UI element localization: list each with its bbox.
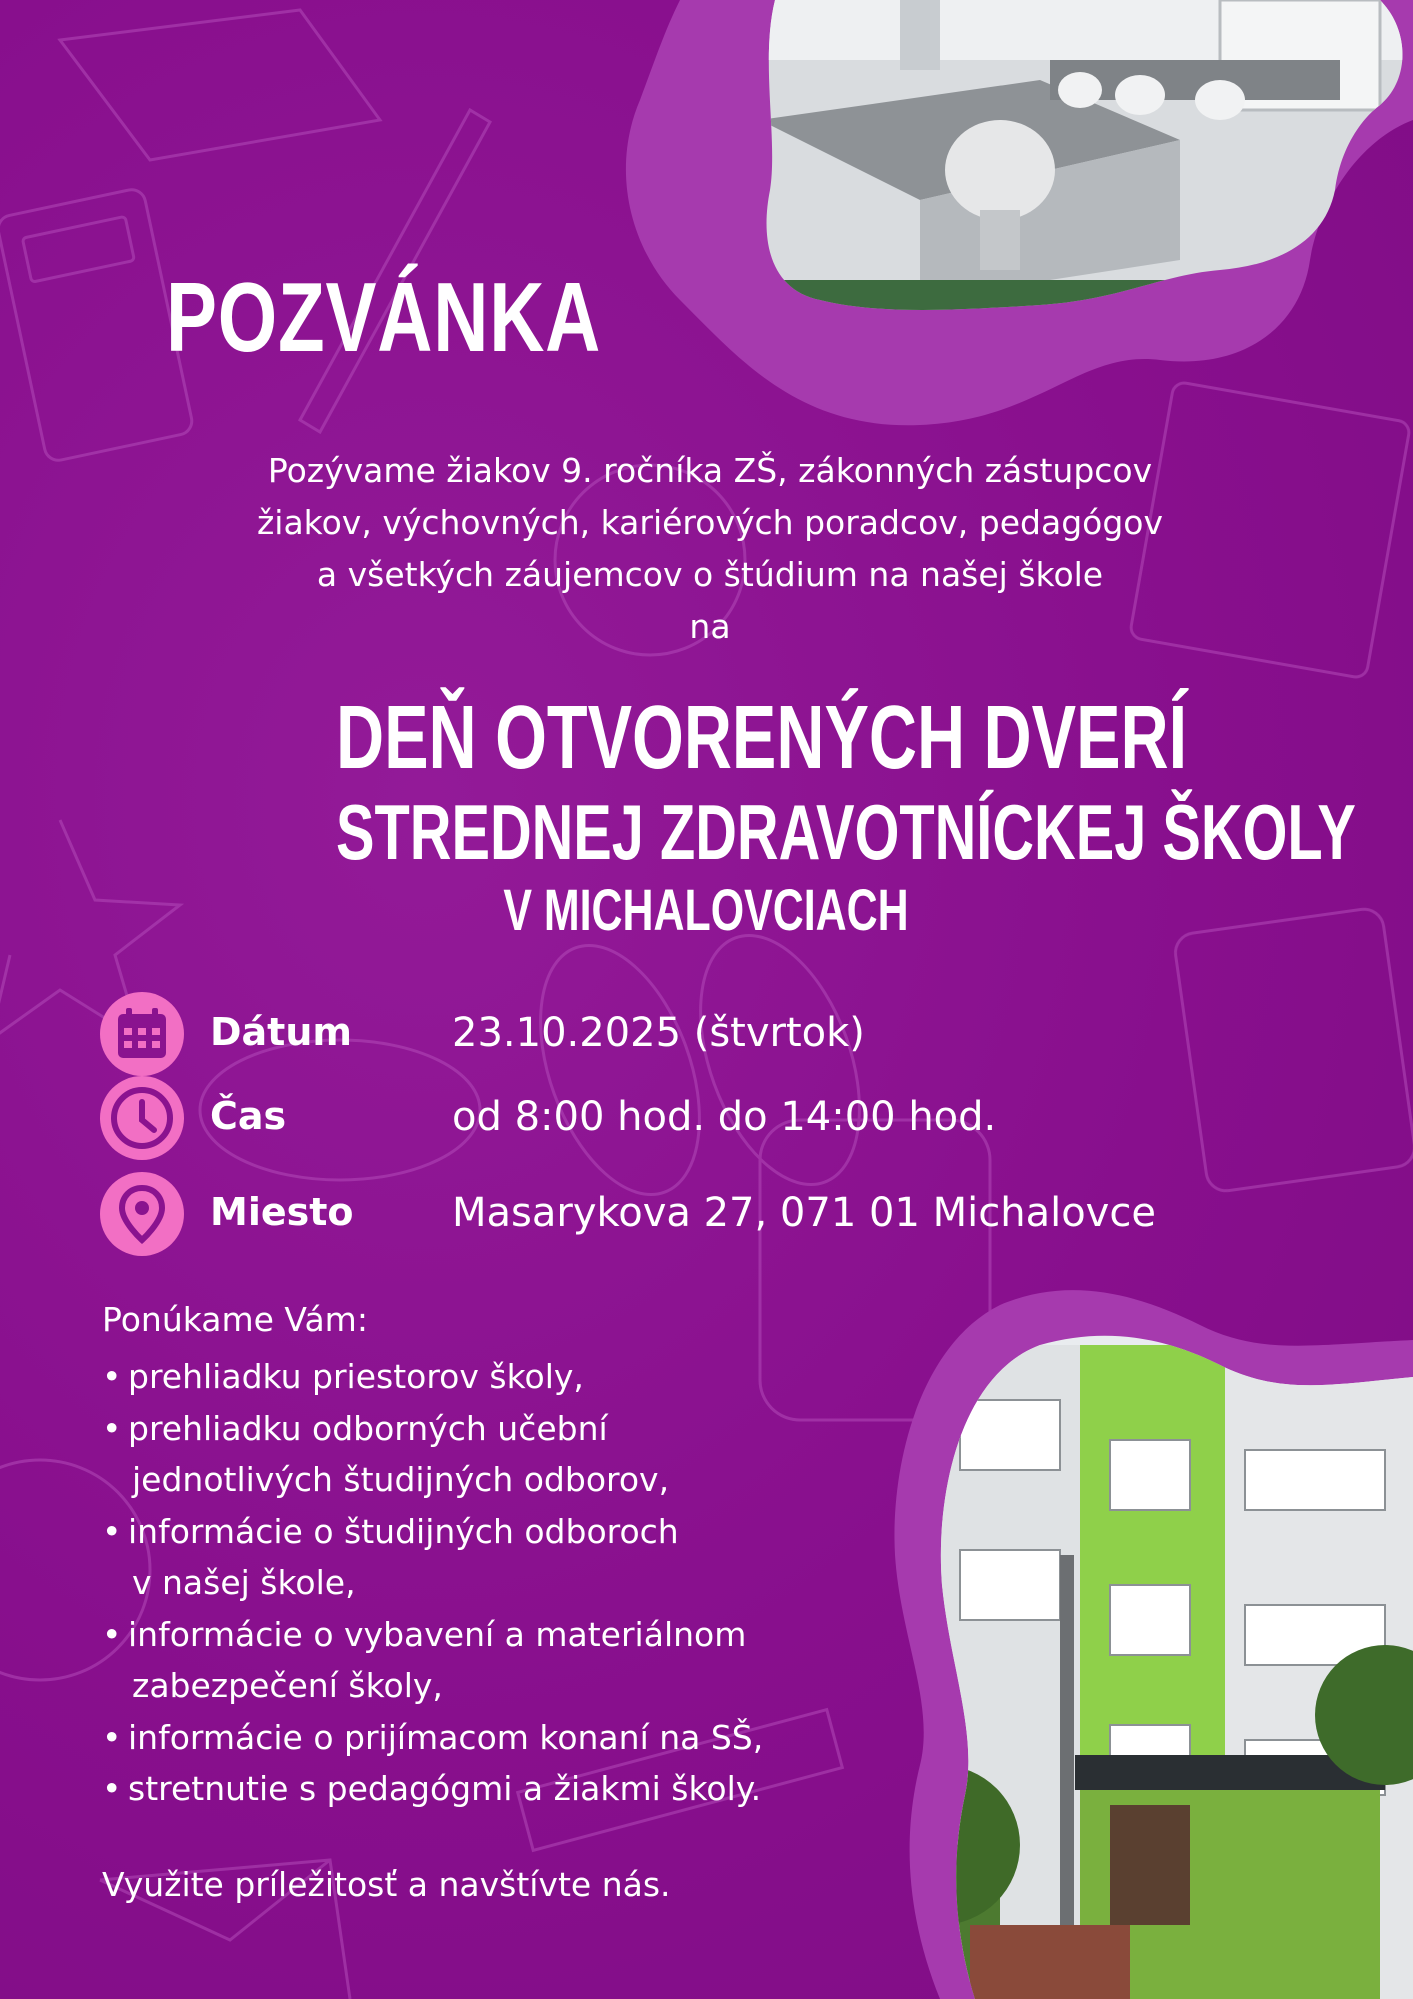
list-item: [102, 1763, 902, 1815]
intro-text: [160, 445, 1260, 653]
offer-list: [102, 1351, 902, 1815]
list-item: [102, 1351, 902, 1403]
list-item-text: stretnutie s pedagógmi a žiakmi školy.: [128, 1769, 762, 1808]
closing-text: Využite príležitosť a navštívte nás.: [102, 1865, 671, 1904]
page-title: POZVÁNKA: [166, 262, 602, 372]
intro-line: žiakov, výchovných, kariérových poradcov, pedagógov: [256, 503, 1164, 542]
date-label: Dátum: [210, 1010, 352, 1054]
list-item: [102, 1403, 902, 1506]
location-value: Masarykova 27, 071 01 Michalovce: [452, 1190, 1156, 1236]
list-item-text: prehliadku priestorov školy,: [128, 1357, 584, 1396]
lab-photo: [760, 0, 1413, 320]
list-item: [102, 1712, 902, 1764]
calendar-icon: [100, 992, 184, 1076]
list-item-continuation: jednotlivých študijných odborov,: [132, 1460, 670, 1499]
list-item-text: informácie o študijných odboroch: [128, 1511, 679, 1551]
list-item-text: informácie o prijímacom konaní na SŠ,: [128, 1717, 764, 1757]
top-photo-blob: [620, 0, 1413, 440]
intro-line: a všetkých záujemcov o štúdium na našej škole: [316, 555, 1104, 594]
list-item: [102, 1506, 902, 1609]
list-item: [102, 1609, 902, 1712]
event-heading: [206, 688, 1356, 946]
list-item-text: prehliadku odborných učební: [128, 1408, 608, 1448]
event-heading-line-1: DEŇ OTVORENÝCH DVERÍ: [336, 688, 1188, 788]
list-item-continuation: v našej škole,: [132, 1563, 356, 1602]
location-label: Miesto: [210, 1190, 354, 1234]
event-heading-line-3: V MICHALOVCIACH: [503, 878, 909, 943]
location-pin-icon: [100, 1172, 184, 1256]
offer-heading: Ponúkame Vám:: [102, 1300, 368, 1339]
list-item-text: informácie o vybavení a materiálnom: [128, 1614, 747, 1654]
bottom-photo-blob: [880, 1285, 1413, 1999]
time-label: Čas: [210, 1094, 287, 1138]
date-value: 23.10.2025 (štvrtok): [452, 1010, 865, 1056]
list-item-continuation: zabezpečení školy,: [132, 1666, 443, 1705]
info-row-date: [100, 992, 1300, 1078]
info-row-time: [100, 1076, 1300, 1162]
event-heading-line-2: STREDNEJ ZDRAVOTNÍCKEJ ŠKOLY: [336, 788, 1356, 876]
time-value: od 8:00 hod. do 14:00 hod.: [452, 1094, 997, 1140]
intro-line: Pozývame žiakov 9. ročníka ZŠ, zákonných zástupcov: [267, 451, 1153, 490]
info-row-location: [100, 1172, 1300, 1258]
intro-line: na: [689, 607, 731, 646]
clock-icon: [100, 1076, 184, 1160]
